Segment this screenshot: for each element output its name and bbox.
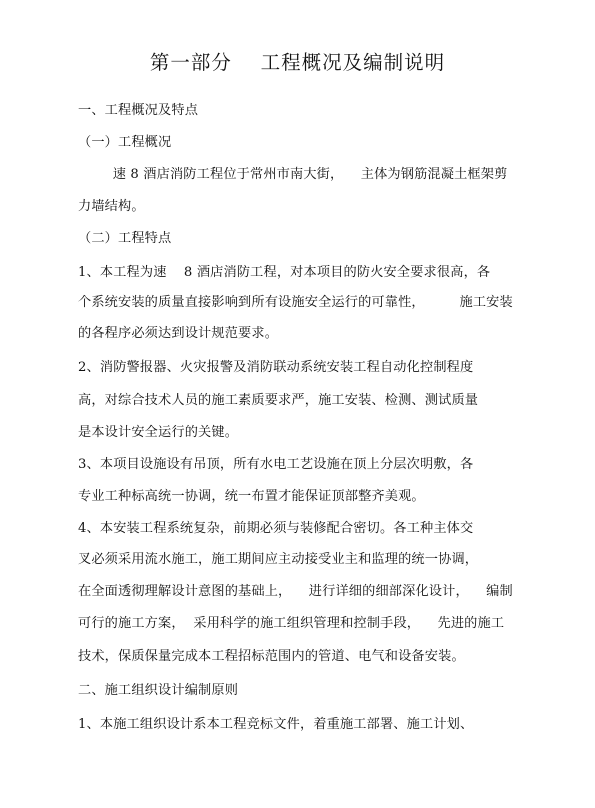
paragraph-line: 高，对综合技术人员的施工素质要求严，施工安装、检测、测试质量 — [78, 393, 479, 408]
section-heading-1: 一、工程概况及特点 — [78, 103, 199, 118]
subsection-heading-2: （二）工程特点 — [78, 231, 172, 246]
paragraph-line: 4、本安装工程系统复杂，前期必须与装修配合密切。各工种主体交 — [78, 521, 474, 536]
paragraph-line: 在全面透彻理解设计意图的基础上， 进行详细的细部深化设计， 编制 — [78, 584, 513, 599]
section-heading-2: 二、施工组织设计编制原则 — [78, 683, 239, 698]
paragraph-line: 叉必须采用流水施工，施工期间应主动接受业主和监理的统一协调， — [78, 552, 479, 567]
paragraph-line: 的各程序必须达到设计规范要求。 — [78, 326, 279, 341]
document-title: 第一部分 工程概况及编制说明 — [149, 51, 446, 74]
paragraph-line: 技术，保质保量完成本工程招标范围内的管道、电气和设备安装。 — [78, 649, 465, 664]
paragraph-line: 速 8 酒店消防工程位于常州市南大街， 主体为钢筋混凝土框架剪 — [78, 167, 508, 182]
subsection-heading-1: （一）工程概况 — [78, 135, 172, 150]
paragraph-line: 3、本项目设施设有吊顶，所有水电工艺设施在顶上分层次明敷，各 — [78, 457, 474, 472]
paragraph-line: 1、本施工组织设计系本工程竞标文件，着重施工部署、施工计划、 — [78, 717, 474, 732]
paragraph-line: 专业工种标高统一协调，统一布置才能保证顶部整齐美观。 — [78, 489, 425, 504]
paragraph-line: 1、本工程为速 8 酒店消防工程，对本项目的防火安全要求很高，各 — [78, 265, 491, 280]
paragraph-line: 是本设计安全运行的关键。 — [78, 425, 239, 440]
paragraph-line: 2、消防警报器、火灾报警及消防联动系统安装工程自动化控制程度 — [78, 360, 474, 375]
paragraph-line: 个系统安装的质量直接影响到所有设施安全运行的可靠性， 施工安装 — [78, 295, 513, 310]
paragraph-line: 力墙结构。 — [78, 199, 145, 214]
paragraph-line: 可行的施工方案， 采用科学的施工组织管理和控制手段， 先进的施工 — [78, 616, 505, 631]
